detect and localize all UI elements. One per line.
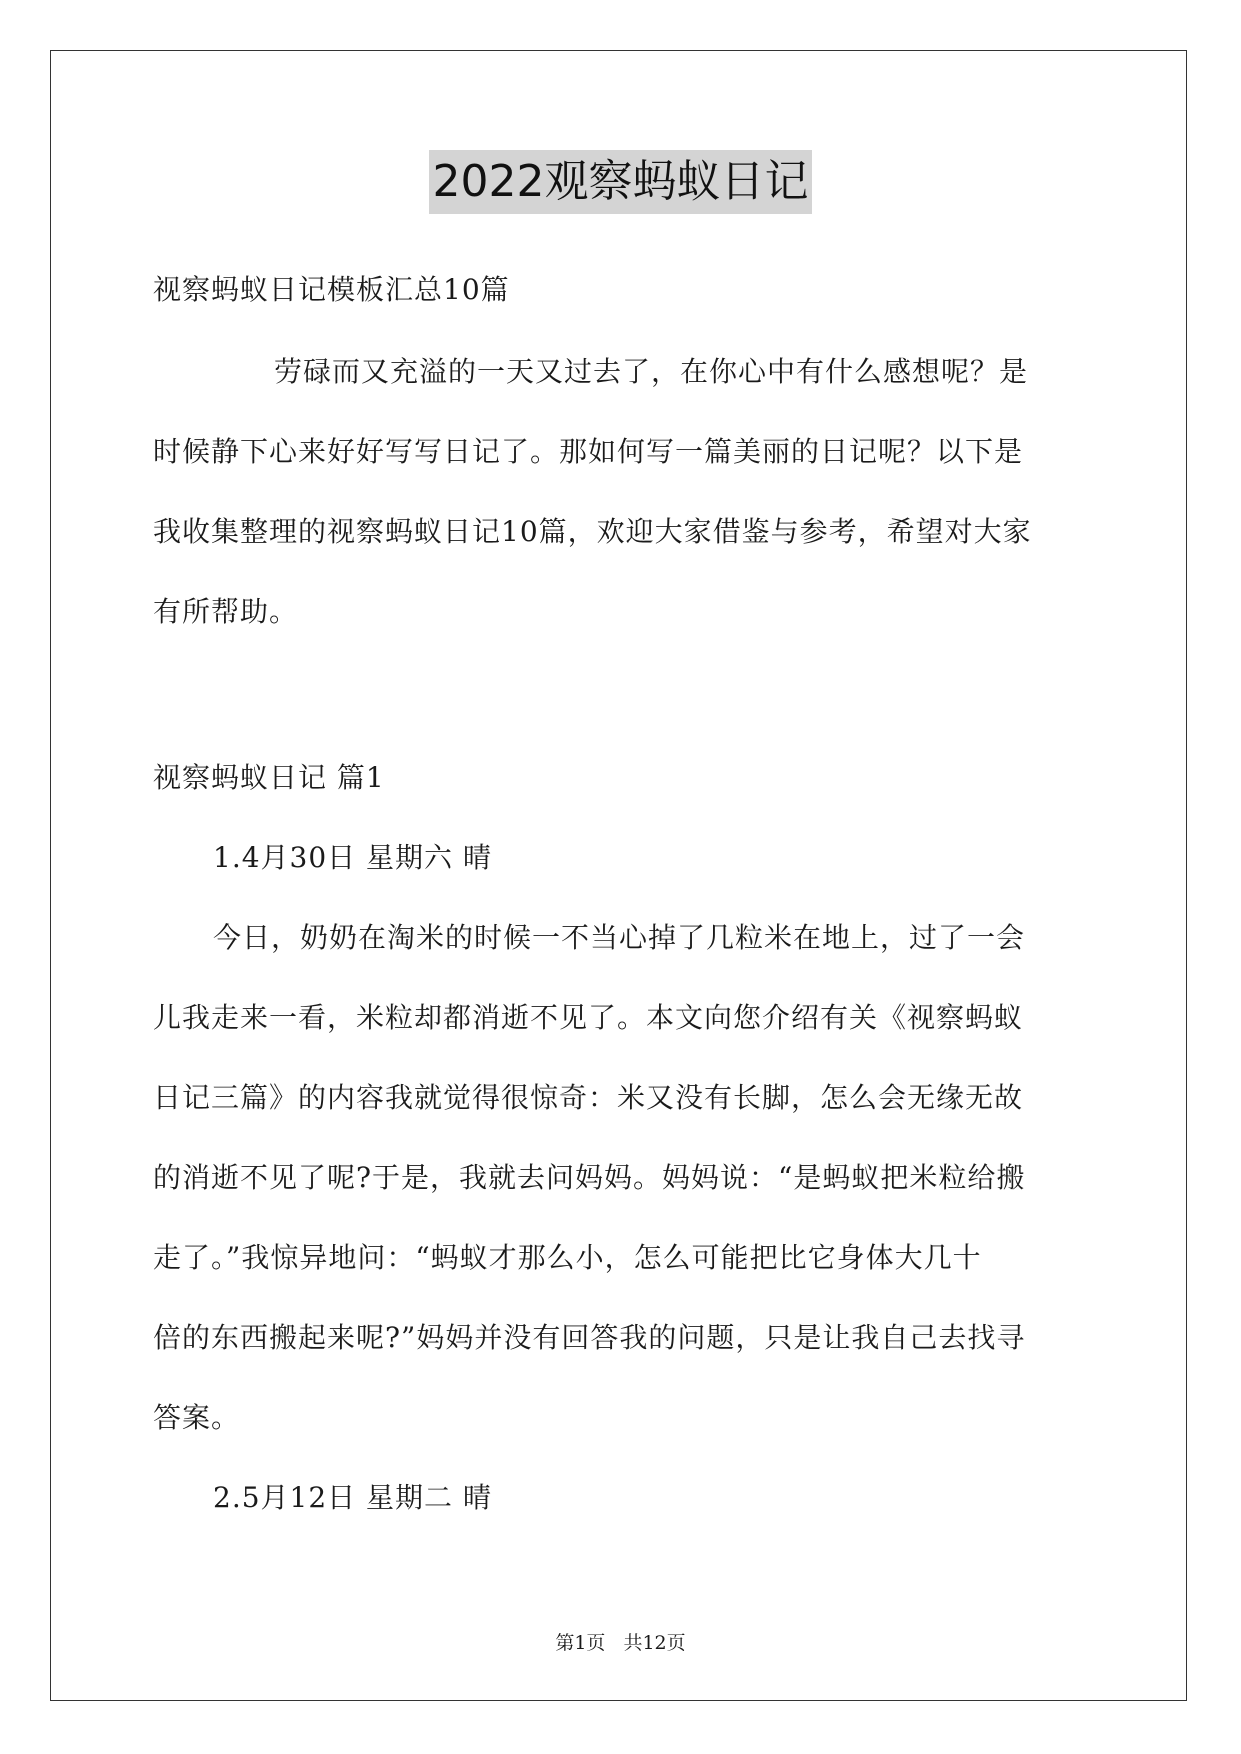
entry1-line-1: 今日，奶奶在淘米的时候一不当心掉了几粒米在地上，过了一会	[213, 921, 1026, 954]
intro-line-2: 时候静下心来好好写写日记了。那如何写一篇美丽的日记呢？以下是	[153, 435, 1024, 468]
document-title: 2022观察蚂蚁日记	[429, 150, 813, 214]
section-heading: 视察蚂蚁日记 篇1	[153, 761, 385, 794]
entry1-line-5: 走了。”我惊异地问：“蚂蚁才那么小，怎么可能把比它身体大几十	[153, 1241, 982, 1274]
entry1-heading: 1.4月30日 星期六 晴	[213, 841, 492, 874]
page-total: 共12页	[623, 1632, 686, 1654]
entry1-line-2: 儿我走来一看，米粒却都消逝不见了。本文向您介绍有关《视察蚂蚁	[153, 1001, 1024, 1034]
page-number: 第1页	[555, 1632, 606, 1654]
document-subtitle: 视察蚂蚁日记模板汇总10篇	[153, 273, 510, 306]
intro-line-1: 劳碌而又充溢的一天又过去了，在你心中有什么感想呢？是	[274, 355, 1029, 388]
entry1-line-3: 日记三篇》的内容我就觉得很惊奇：米又没有长脚，怎么会无缘无故	[153, 1081, 1024, 1114]
entry1-line-7: 答案。	[153, 1401, 241, 1434]
entry1-line-4: 的消逝不见了呢?于是，我就去问妈妈。妈妈说：“是蚂蚁把米粒给搬	[153, 1161, 1026, 1194]
entry2-heading: 2.5月12日 星期二 晴	[213, 1481, 492, 1514]
page-footer	[0, 1630, 1241, 1656]
title-container	[0, 150, 1241, 214]
intro-line-3: 我收集整理的视察蚂蚁日记10篇，欢迎大家借鉴与参考，希望对大家	[153, 515, 1032, 548]
intro-line-4: 有所帮助。	[153, 595, 299, 628]
entry1-line-6: 倍的东西搬起来呢?”妈妈并没有回答我的问题，只是让我自己去找寻	[153, 1321, 1026, 1354]
